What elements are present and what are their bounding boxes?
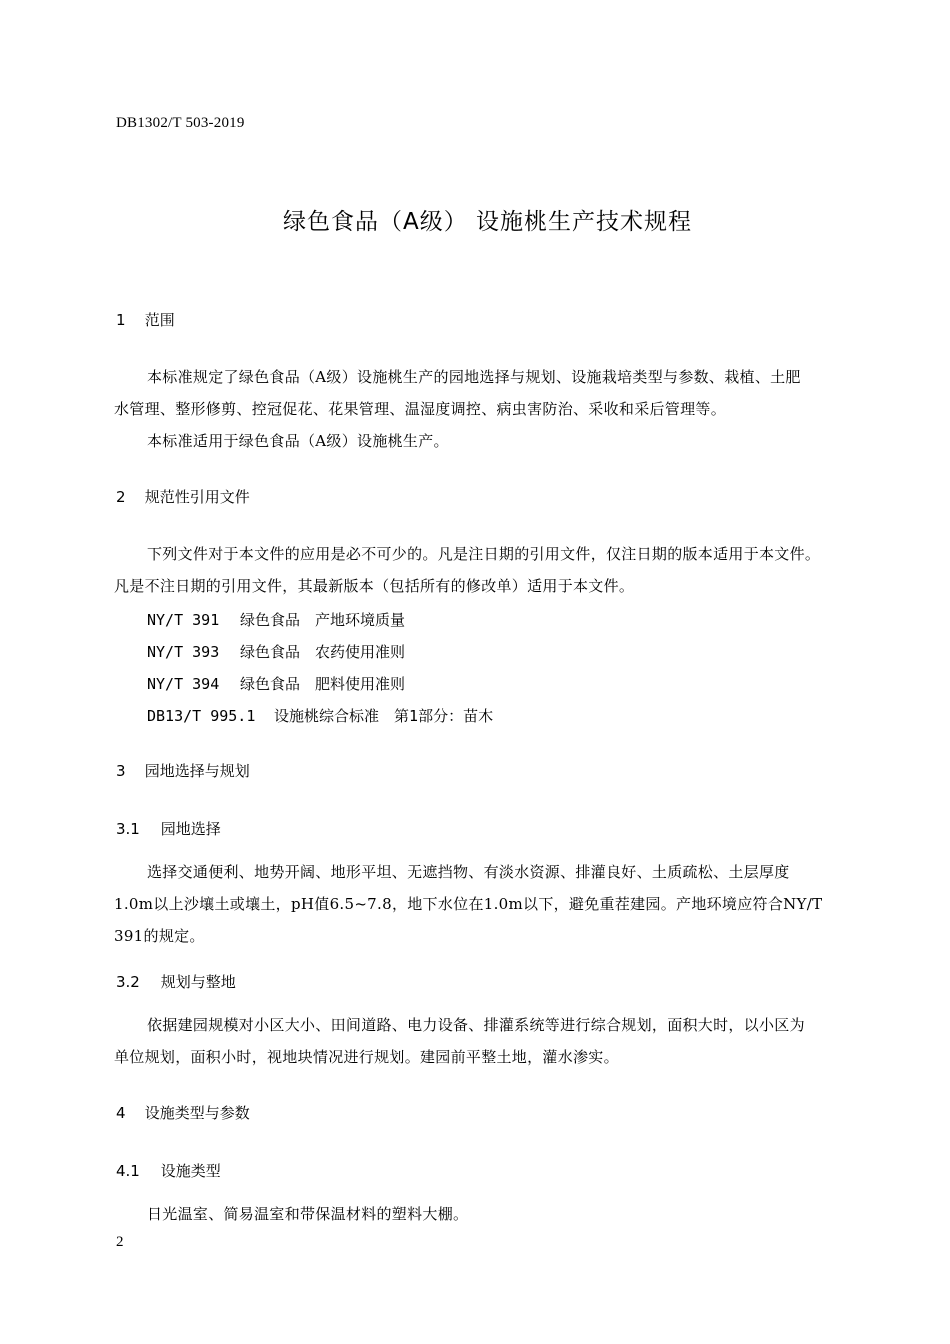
reference-name: 绿色食品 产地环境质量 [240,611,406,629]
paragraph: 日光温室、简易温室和带保温材料的塑料大棚。 [147,1205,469,1223]
section-number: 3 [116,762,126,780]
document-title: 绿色食品（A级） 设施桃生产技术规程 [282,209,693,235]
section-number: 3.2 [116,973,140,991]
subsection-3-2-heading [116,971,236,992]
paragraph: 下列文件对于本文件的应用是必不可少的。凡是注日期的引用文件，仅注日期的版本适用于本文件。 [147,545,821,563]
section-number: 1 [116,311,126,329]
subsection-3-1-heading [116,818,221,839]
section-number: 4.1 [116,1162,140,1180]
section-title: 规范性引用文件 [144,488,250,506]
document-code: DB1302/T 503-2019 [116,115,245,131]
section-number: 2 [116,488,126,506]
subsection-4-1-heading [116,1160,221,1181]
reference-name: 绿色食品 农药使用准则 [240,643,406,661]
section-number: 4 [116,1104,126,1122]
section-title: 规划与整地 [160,973,236,991]
page-number: 2 [116,1234,124,1250]
section-title: 设施类型 [160,1162,221,1180]
paragraph: 凡是不注日期的引用文件，其最新版本（包括所有的修改单）适用于本文件。 [114,577,635,595]
reference-name: 设施桃综合标准 第1部分：苗木 [274,707,494,725]
reference-item [147,609,405,630]
paragraph: 本标准适用于绿色食品（A级）设施桃生产。 [147,432,449,450]
reference-name: 绿色食品 肥料使用准则 [240,675,406,693]
section-title: 园地选择 [160,820,221,838]
paragraph: 依据建园规模对小区大小、田间道路、电力设备、排灌系统等进行综合规划，面积大时，以小区为 [147,1016,805,1034]
paragraph: 单位规划，面积小时，视地块情况进行规划。建园前平整土地，灌水渗实。 [114,1048,619,1066]
section-title: 范围 [144,311,175,329]
paragraph: 1.0m以上沙壤土或壤土，pH值6.5~7.8，地下水位在1.0m以下，避免重茬建园。产地环境应符合NY/T [114,895,823,913]
paragraph: 水管理、整形修剪、控冠促花、花果管理、温湿度调控、病虫害防治、采收和采后管理等。 [114,400,727,418]
reference-code: NY/T 394 [147,675,220,693]
reference-code: DB13/T 995.1 [147,707,256,725]
reference-item [147,641,405,662]
section-2-heading [116,486,250,507]
reference-item [147,705,493,726]
section-number: 3.1 [116,820,140,838]
section-4-heading [116,1102,250,1123]
section-title: 园地选择与规划 [144,762,250,780]
reference-code: NY/T 393 [147,643,220,661]
section-title: 设施类型与参数 [144,1104,250,1122]
section-1-heading [116,309,175,330]
paragraph: 本标准规定了绿色食品（A级）设施桃生产的园地选择与规划、设施栽培类型与参数、栽植、土肥 [147,368,801,386]
paragraph: 391的规定。 [114,927,205,945]
reference-item [147,673,405,694]
section-3-heading [116,760,250,781]
reference-code: NY/T 391 [147,611,220,629]
paragraph: 选择交通便利、地势开阔、地形平坦、无遮挡物、有淡水资源、排灌良好、土质疏松、土层厚度 [147,863,790,881]
